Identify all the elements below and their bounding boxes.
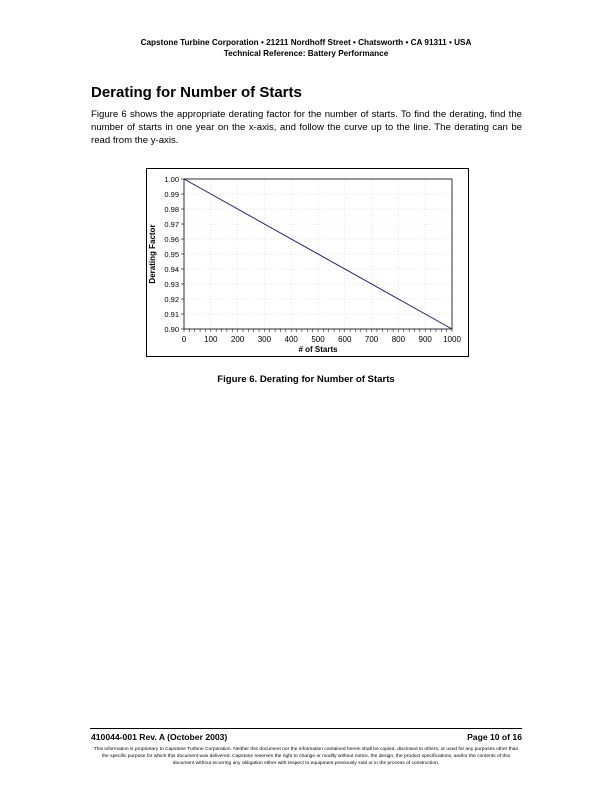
derating-chart	[146, 168, 469, 357]
footer-divider	[90, 728, 522, 729]
header-company-line: Capstone Turbine Corporation • 21211 Nordhoff Street • Chatsworth • CA 91311 • USA	[140, 38, 472, 47]
header-reference-line: Technical Reference: Battery Performance	[223, 49, 389, 58]
y-tick-label: 0.93	[164, 279, 179, 289]
section-body-text: Figure 6 shows the appropriate derating factor for the number of starts. To find the derating, find the number of starts in one year on the x-axis, and follow the curve up to the line. The derating can be read from the y-axis.	[91, 109, 522, 146]
footer-proprietary-notice: This information is proprietary to Capstone Turbine Corporation. Neither this document nor the information contained herein shall be copied, disclosed to others, or used for any purposes other than the specific purpose for which this document was delivered. Capstone reserves the right to change or modify without notice, the design, the product specifications, and/or the contents of this document without incurring any obligation either with respect to equipment previously sold or in the process of construction.	[93, 747, 519, 766]
y-tick-label: 0.94	[164, 264, 179, 274]
x-tick-label: 400	[284, 335, 298, 344]
y-tick-label: 1.00	[164, 174, 179, 184]
y-tick-label: 0.90	[164, 324, 179, 334]
x-tick-label: 800	[391, 335, 406, 344]
x-tick-label: 1000	[443, 335, 461, 344]
x-tick-label: 100	[204, 335, 218, 344]
x-tick-label: 300	[257, 335, 272, 344]
page-header	[0, 37, 612, 59]
x-tick-label: 500	[311, 335, 325, 344]
x-tick-label: 700	[364, 335, 379, 344]
x-tick-label: 200	[230, 335, 245, 344]
x-axis-title: # of Starts	[298, 345, 338, 354]
section-title: Derating for Number of Starts	[91, 84, 302, 101]
y-tick-label: 0.91	[164, 309, 179, 319]
footer-page-number: Page 10 of 16	[467, 732, 522, 742]
y-tick-label: 0.97	[164, 219, 179, 229]
x-tick-label: 900	[418, 335, 432, 344]
y-tick-label: 0.95	[164, 249, 179, 259]
x-tick-label: 600	[338, 335, 352, 344]
footer-document-id: 410044-001 Rev. A (October 2003)	[91, 732, 228, 742]
y-tick-label: 0.99	[164, 189, 179, 199]
y-tick-label: 0.98	[164, 204, 179, 214]
y-axis-title: Derating Factor	[148, 224, 157, 284]
x-tick-label: 0	[181, 335, 187, 344]
y-tick-label: 0.92	[164, 294, 179, 304]
figure-caption: Figure 6. Derating for Number of Starts	[217, 374, 395, 385]
y-tick-label: 0.96	[164, 234, 179, 244]
series-line	[184, 179, 452, 329]
